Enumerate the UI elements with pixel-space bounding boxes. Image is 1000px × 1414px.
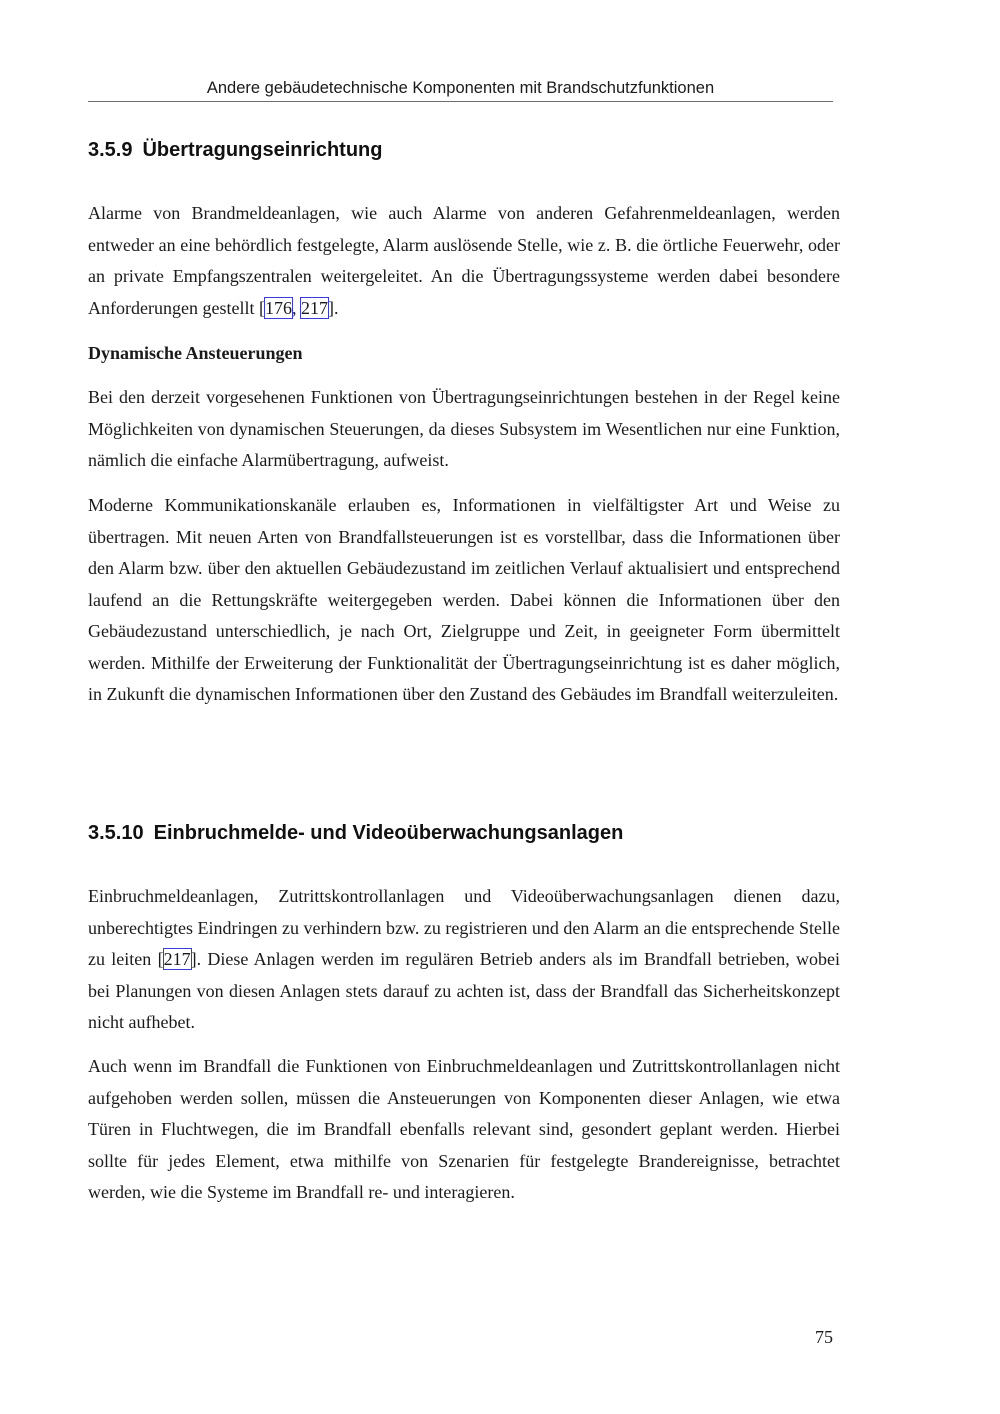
paragraph: Bei den derzeit vorgesehenen Funktionen von Übertragungseinrichtungen bestehen in der Regel keine Möglichkeiten von dynamischen Steuerungen, da dieses Subsystem im Wesentlichen nur eine Funktion, nämlich die einfache Alarmübertragung, aufweist. (88, 387, 840, 470)
subheading: Dynamische Ansteuerungen (88, 343, 303, 363)
paragraph-text: Alarme von Brandmeldeanlagen, wie auch Alarme von anderen Gefahrenmeldeanlagen, werden entweder an eine behördlich festgelegte, Alarm auslösende Stelle, wie z. B. die örtliche Feuerwehr, oder an private Empfangszentralen weitergeleitet. An die Übertragungssysteme werden dabei besondere Anforderungen gestellt [ (88, 203, 840, 318)
citation-separator: , (291, 297, 301, 318)
section-3-5-9-body (88, 198, 840, 324)
paragraph-text: ]. Diese Anlagen werden im regulären Betrieb anders als im Brandfall betrieben, wobei bei Planungen von diesen Anlagen stets darauf zu achten ist, dass der Brandfall das Sicherheitskonzept nicht aufhebet. (88, 949, 840, 1032)
paragraph: Auch wenn im Brandfall die Funktionen von Einbruchmeldeanlagen und Zutrittskontrollanlagen nicht aufgehoben werden sollen, müssen die Ansteuerungen von Komponenten dieser Anlagen, wie etwa Türen in Fluchtwegen, die im Brandfall ebenfalls relevant sind, gesondert geplant werden. Hierbei sollte für jedes Element, etwa mithilfe von Szenarien für festgelegte Brandereignisse, betrachtet werden, wie die Systeme im Brandfall re- und interagieren. (88, 1056, 840, 1202)
section-number: 3.5.10 (88, 822, 144, 844)
paragraph (88, 881, 840, 1039)
header-rule (88, 101, 833, 102)
section-3-5-9-para2 (88, 382, 840, 477)
citation-link[interactable]: 176 (264, 297, 292, 318)
section-title: Übertragungseinrichtung (142, 139, 383, 161)
section-title: Einbruchmelde- und Videoüberwachungsanlagen (153, 822, 624, 844)
subsection-block (88, 340, 840, 366)
page-number: 75 (815, 1327, 833, 1347)
paragraph: Moderne Kommunikationskanäle erlauben es, Informationen in vielfältigster Art und Weise zu übertragen. Mit neuen Arten von Brandfallsteuerungen ist es vorstellbar, dass die Informationen über den Alarm bzw. über den aktuellen Gebäudezustand im zeitlichen Verlauf aktualisiert und entsprechend laufend an die Rettungskräfte weitergegeben werden. Dabei können die Informationen über den Gebäudezustand unterschiedlich, je nach Ort, Zielgruppe und Zeit, in geeigneter Form übermittelt werden. Mithilfe der Erweiterung der Funktionalität der Übertragungseinrichtung ist es daher möglich, in Zukunft die dynamischen Informationen über den Zustand des Gebäudes im Brandfall weiterzuleiten. (88, 495, 840, 704)
section-3-5-10-para2 (88, 1051, 840, 1209)
paragraph-text: Einbruchmeldeanlagen, Zutrittskontrollanlagen und Videoüberwachungsanlagen dienen dazu, unberechtigtes Eindringen zu verhindern bzw. zu registrieren und den Alarm an die entsprechende Stelle zu leiten [ (88, 886, 840, 969)
citation-link[interactable]: 217 (163, 949, 191, 969)
section-heading-3-5-10 (88, 820, 623, 846)
section-3-5-9-para3 (88, 490, 840, 711)
section-heading-3-5-9 (88, 137, 383, 163)
paragraph-text: ]. (327, 297, 339, 318)
section-3-5-10-para1 (88, 881, 840, 1039)
section-number: 3.5.9 (88, 139, 133, 161)
running-head: Andere gebäudetechnische Komponenten mit Brandschutzfunktionen (206, 79, 715, 97)
paragraph (88, 198, 840, 324)
citation-link[interactable]: 217 (300, 297, 328, 318)
